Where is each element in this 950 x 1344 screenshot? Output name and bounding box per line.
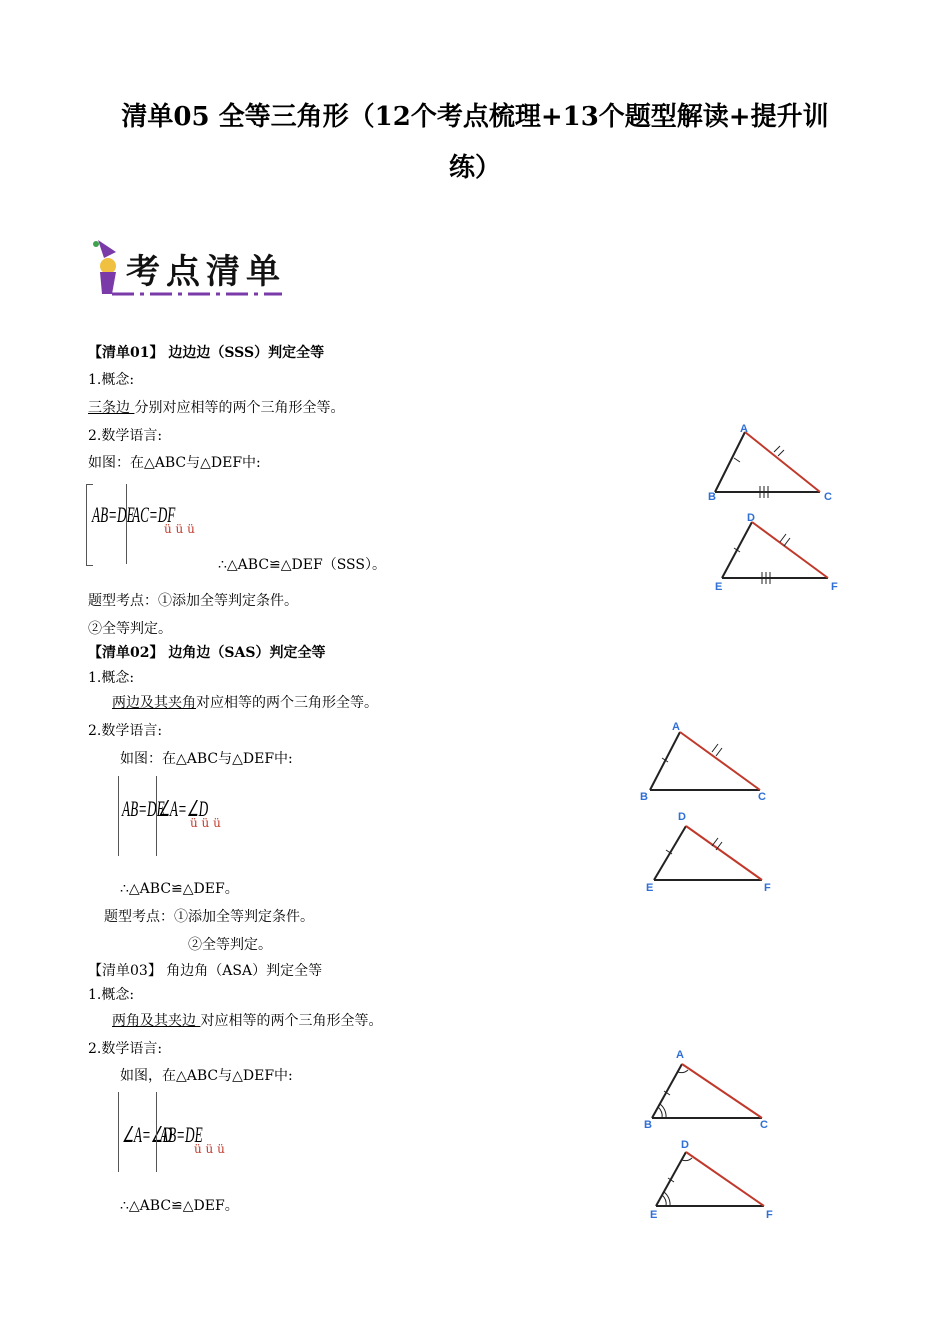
s1-label-a: A xyxy=(740,423,748,435)
s2-concept-key: 两边及其夹角 xyxy=(112,695,196,711)
s2-lang-label: 2.数学语言: xyxy=(88,723,163,739)
s2-label-e: E xyxy=(646,882,654,894)
s2-lang-intro: 如图：在△ABC与△DEF中: xyxy=(120,751,293,767)
s3-heading: 【清单03】 角边角（ASA）判定全等 xyxy=(88,963,323,979)
s3-lang-intro: 如图，在△ABC与△DEF中: xyxy=(120,1068,293,1084)
s3-figure xyxy=(636,1044,786,1224)
logo-underline xyxy=(112,290,282,298)
s1-concept-rest: 分别对应相等的两个三角形全等。 xyxy=(134,400,345,416)
s2-points-2: ②全等判定。 xyxy=(188,937,272,953)
s3-label-f: F xyxy=(766,1209,773,1221)
wizard-icon xyxy=(88,236,128,296)
s1-conclusion: ∴△ABC≌△DEF（SSS）。 xyxy=(218,557,386,573)
page-title-line2: 练） xyxy=(448,153,501,183)
s2-label-d: D xyxy=(678,811,686,823)
s2-heading: 【清单02】 边角边（SAS）判定全等 xyxy=(88,645,326,661)
s2-conclusion: ∴△ABC≌△DEF。 xyxy=(120,881,239,897)
s3-label-c: C xyxy=(760,1119,768,1131)
s1-points-1: 题型考点：①添加全等判定条件。 xyxy=(88,593,298,609)
s3-concept-rest: 对应相等的两个三角形全等。 xyxy=(200,1013,383,1029)
s2-label-c: C xyxy=(758,791,766,803)
s3-concept xyxy=(112,1010,382,1030)
s1-formula-b: AC=DF xyxy=(132,502,176,527)
s1-label-d: D xyxy=(747,512,755,524)
s1-formula xyxy=(86,484,196,564)
s1-lang-label: 2.数学语言: xyxy=(88,428,163,444)
s3-lang-label: 2.数学语言: xyxy=(88,1041,163,1057)
s2-label-f: F xyxy=(764,882,771,894)
s3-formula-b: AB=DE xyxy=(160,1122,203,1147)
s3-formula xyxy=(118,1092,228,1172)
page-title: 清单05 全等三角形（12个考点梳理+13个题型解读+提升训 xyxy=(121,102,829,132)
s2-formula-a: AB=DE xyxy=(122,796,165,821)
s2-formula-marks: ü ü ü xyxy=(190,816,221,830)
s1-concept xyxy=(88,397,344,417)
section-logo xyxy=(88,236,288,300)
s1-figure xyxy=(700,418,850,598)
s1-lang-intro: 如图：在△ABC与△DEF中: xyxy=(88,455,261,471)
s3-formula-a: ∠A=∠D xyxy=(122,1122,173,1147)
s2-label-b: B xyxy=(640,791,648,803)
s2-formula xyxy=(118,776,228,856)
s3-conclusion: ∴△ABC≌△DEF。 xyxy=(120,1198,239,1214)
s3-label-e: E xyxy=(650,1209,658,1221)
s3-concept-label: 1.概念: xyxy=(88,987,135,1003)
s2-figure xyxy=(630,714,790,896)
s1-heading: 【清单01】 边边边（SSS）判定全等 xyxy=(88,345,325,361)
logo-text: 考点清单 xyxy=(126,252,286,292)
s1-points-2: ②全等判定。 xyxy=(88,621,172,637)
s2-points-1: 题型考点：①添加全等判定条件。 xyxy=(104,909,314,925)
s1-label-f: F xyxy=(831,581,838,593)
s2-label-a: A xyxy=(672,721,680,733)
s1-formula-marks: ü ü ü xyxy=(164,522,195,536)
s1-concept-key: 三条边 xyxy=(88,400,135,416)
s1-formula-a: AB=DE xyxy=(92,502,135,527)
s2-concept xyxy=(112,692,378,712)
s2-concept-rest: 对应相等的两个三角形全等。 xyxy=(196,695,378,711)
s3-formula-marks: ü ü ü xyxy=(194,1142,225,1156)
s3-label-b: B xyxy=(644,1119,652,1131)
s1-concept-label: 1.概念: xyxy=(88,372,135,388)
s3-label-a: A xyxy=(676,1049,684,1061)
s3-label-d: D xyxy=(681,1139,689,1151)
s2-formula-b: ∠A=∠D xyxy=(158,796,209,821)
s1-label-c: C xyxy=(824,491,832,503)
s1-label-b: B xyxy=(708,491,716,503)
s2-concept-label: 1.概念: xyxy=(88,670,135,686)
s1-label-e: E xyxy=(715,581,723,593)
s3-concept-key: 两角及其夹边 xyxy=(112,1013,201,1029)
